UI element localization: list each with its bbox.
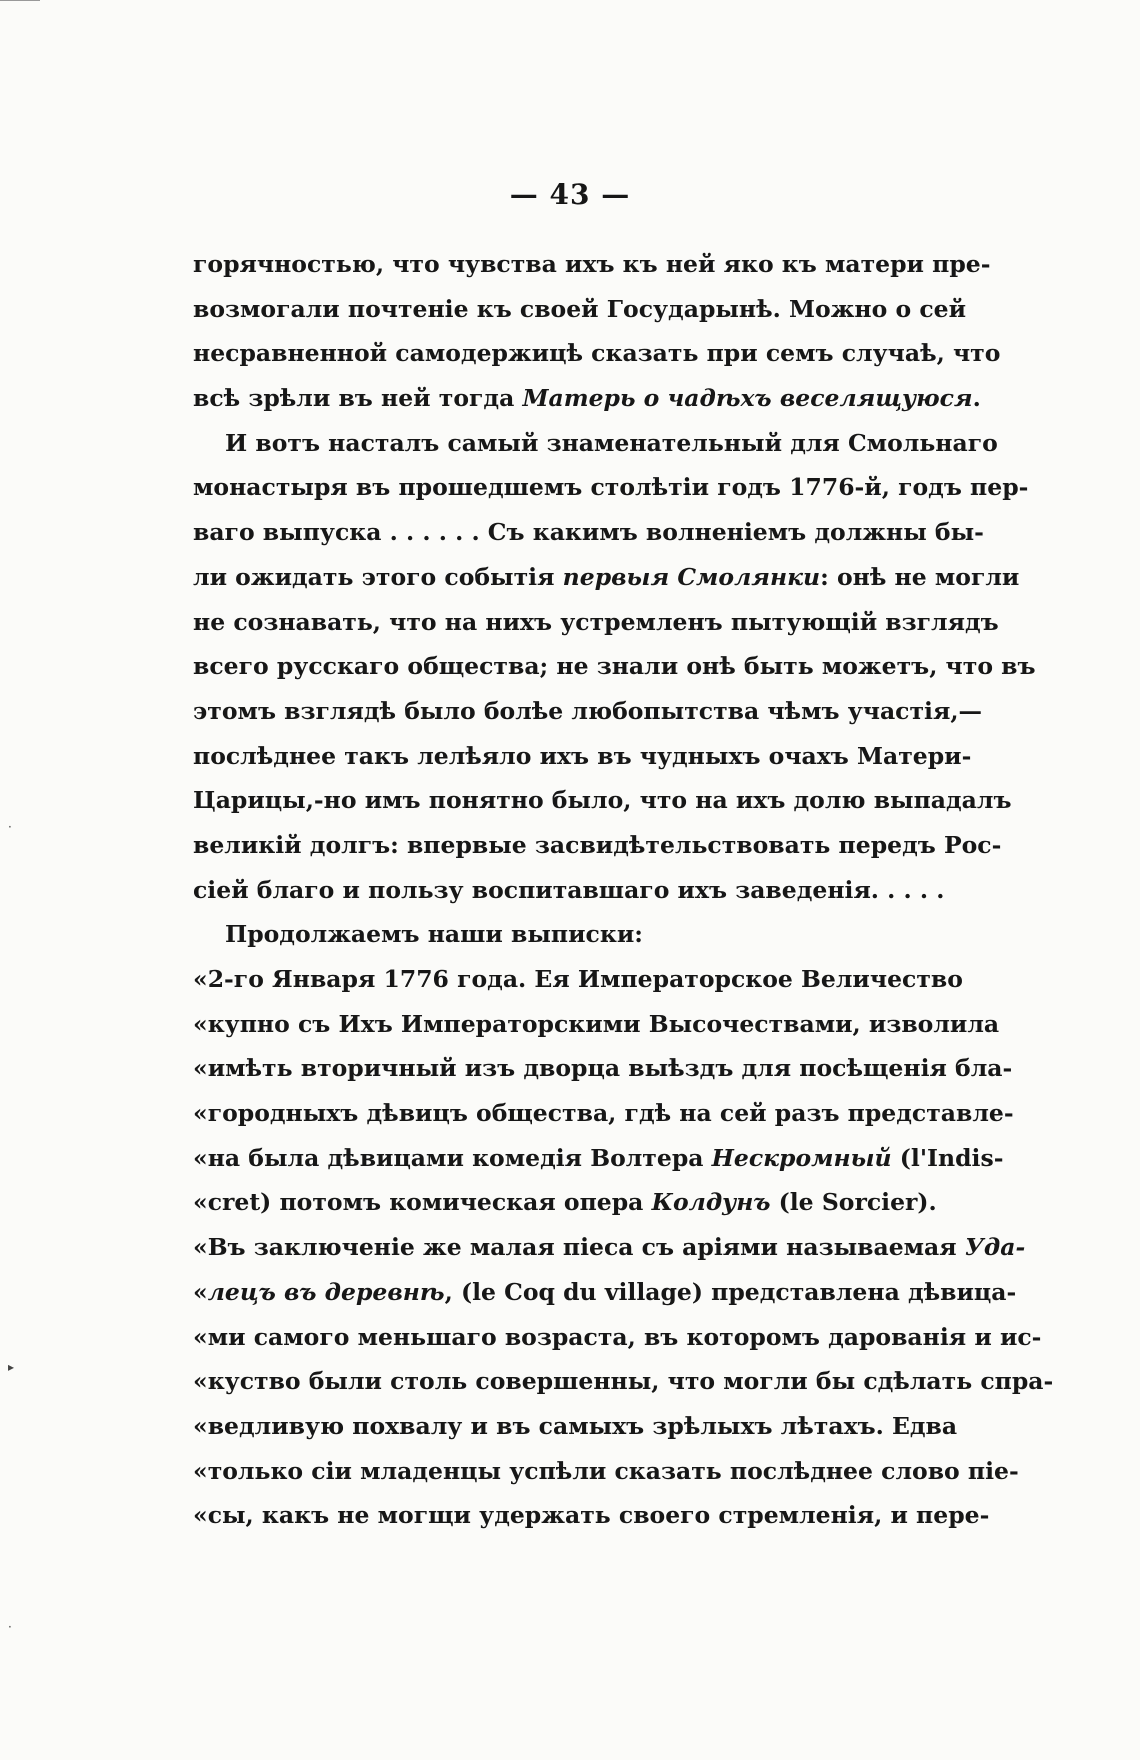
text-line: ваго выпуска . . . . . . Съ какимъ волненіемъ должны бы-: [193, 518, 984, 547]
quote-line: «куство были столь совершенны, что могли бы сдѣлать спра-: [193, 1367, 1054, 1396]
text-line: [193, 376, 981, 421]
quote-line: [193, 1180, 937, 1225]
text-line: великій долгъ: впервые засвидѣтельствовать передъ Рос-: [193, 830, 1002, 859]
page-number: — 43 —: [509, 178, 631, 211]
text-line: монастыря въ прошедшемъ столѣтіи годъ 1776-й, годъ пер-: [193, 473, 1029, 502]
quote-line: «ведливую похвалу и въ самыхъ зрѣлыхъ лѣтахъ. Едва: [193, 1411, 958, 1440]
text-run: «cret) потомъ комическая опера: [193, 1188, 652, 1217]
quote-line: [193, 1270, 1017, 1315]
text-run: «: [193, 1277, 208, 1306]
text-run: , (le Coq du village) представлена дѣвица-: [444, 1277, 1017, 1306]
text-line: всего русскаго общества; не знали онѣ быть можетъ, что въ: [193, 652, 1036, 681]
quote-start-line: «2-го Января 1776 года. Ея Императорское Величество: [193, 965, 963, 993]
quote-line: «только сіи младенцы успѣли сказать послѣднее слово піе-: [193, 1456, 1019, 1485]
text-run: (l'Indis-: [891, 1143, 1004, 1172]
scan-speck: ·: [8, 1620, 12, 1634]
quote-line: [193, 1225, 1026, 1270]
scan-speck: ▸: [8, 1360, 15, 1374]
text-line: послѣднее такъ лелѣяло ихъ въ чудныхъ очахъ Матери-: [193, 741, 972, 770]
quote-line: [193, 1136, 1004, 1181]
scan-speck: ·: [8, 820, 12, 834]
text-line: возмогали почтеніе къ своей Государынѣ. Можно о сей: [193, 294, 967, 323]
text-run: .: [972, 384, 981, 413]
paragraph-start-line: И вотъ насталъ самый знаменательный для Смольнаго: [225, 428, 998, 457]
quote-line: «имѣть вторичный изъ дворца выѣздъ для посѣщенія бла-: [193, 1054, 1013, 1083]
text-run: : онѣ не могли: [820, 562, 1020, 591]
italic-title: Нескромный: [711, 1143, 892, 1172]
text-run: «Въ заключеніе же малая піеса съ аріями называемая: [193, 1233, 965, 1262]
quote-line: «сы, какъ не могщи удержать своего стремленія, и пере-: [193, 1501, 990, 1530]
text-line: не сознавать, что на нихъ устремленъ пытующій взглядъ: [193, 607, 999, 636]
body-text: [193, 242, 1054, 1538]
italic-title: лецъ въ деревнѣ: [207, 1277, 445, 1306]
text-run: ли ожидать этого событія: [193, 562, 563, 591]
text-line: несравненной самодержицѣ сказать при семъ случаѣ, что: [193, 339, 1001, 368]
italic-term: первыя Смолянки: [562, 562, 821, 591]
quote-line: «ми самого меньшаго возраста, въ которомъ дарованія и ис-: [193, 1322, 1042, 1351]
scan-edge-rule: [0, 0, 40, 1]
paragraph-start-line: Продолжаемъ наши выписки:: [225, 920, 643, 949]
text-line: сіей благо и пользу воспитавшаго ихъ заведенія. . . . .: [193, 875, 945, 904]
text-line: Царицы,-но имъ понятно было, что на ихъ долю выпадалъ: [193, 786, 1012, 815]
text-run: (le Sorcier).: [770, 1188, 937, 1217]
text-line: горячностью, что чувства ихъ къ ней яко къ матери пре-: [193, 250, 991, 278]
quote-line: «городныхъ дѣвицъ общества, гдѣ на сей разъ представле-: [193, 1099, 1014, 1128]
text-run: всѣ зрѣли въ ней тогда: [193, 384, 523, 413]
italic-title: Колдунъ: [651, 1188, 771, 1217]
text-line: [193, 555, 1020, 600]
text-line: этомъ взглядѣ было болѣе любопытства чѣмъ участія,—: [193, 696, 983, 725]
text-run: «на была дѣвицами комедія Волтера: [193, 1143, 712, 1172]
quote-line: «купно съ Ихъ Императорскими Высочествами, изволила: [193, 1009, 1000, 1038]
italic-title: Уда-: [964, 1233, 1026, 1262]
italic-quote: Матерь о чадѣхъ веселящуюся: [522, 384, 973, 413]
